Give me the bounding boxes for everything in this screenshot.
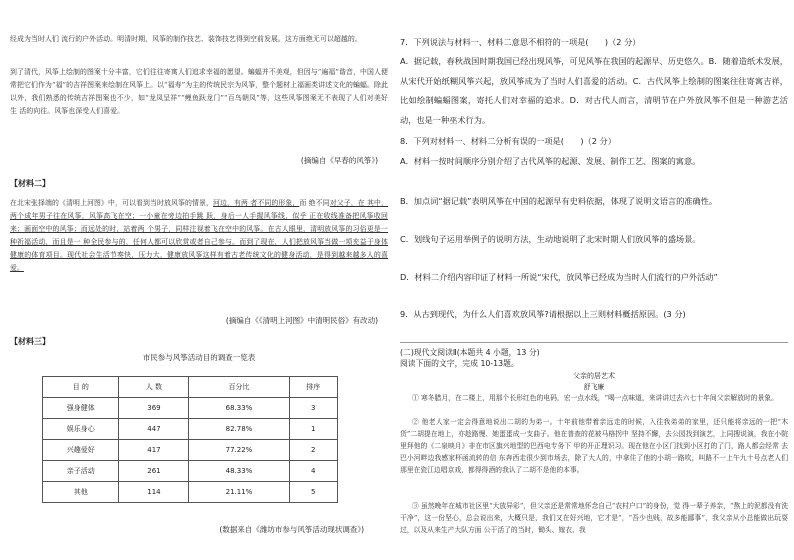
story-para-3: ③ 虽然晚年在城市社区里“大放异彩”，但父亲还是常常地怀念自己“农村户口”的身份，觉 得一辈子养亲，“熬上的泥都没有洗干净”，这一份坚心，总会说出来，大概只是，我们又在好兴地，它才是“，“吾少也贱，故多能鄙事”，我父亲从小总能做出玩耍过，以及从来生产大队方面 公干活了的当时，锄头、嫁衣、我: [400, 502, 788, 534]
cell: 娱乐身心: [43, 419, 119, 440]
cell: 3: [289, 398, 337, 419]
cell: 兴趣爱好: [43, 440, 119, 461]
cell: 5: [289, 482, 337, 503]
story-para-2: ② 他老人家一定会得意地说出二胡的为弟一。十年前他带着亲远走的时候，入往我弟弟的家里，还只能将亲远的一把“木货”二胡提在地上，亦趁路慢、她蛋蛋成一支曲子。他在普查的花被马格拐中 坚持不懈，去公园找到演艺，上同搜说演，我在小院里拜他的《二泉映月》非在市区旗兴地型的巴西电专务下 甲的开正理识习。现在他在小区门找到小区打的了门，路人都会经常 去巴小河畔边我感家杯函流转的信 东奔西走很少到市场去，除了大人的，中拿住了他的小胡一路吹，叫路不一上午九十号点老人们那里在瓷江边唱京戏，都得得酒的我认了二胡不是他的本事。: [400, 418, 788, 474]
table-row: [43, 482, 338, 503]
section-divider: [400, 342, 788, 343]
cell: 447: [119, 419, 189, 440]
question-8: 8．下列对材料一、材料二分析有误的一项是( )（2 分）: [400, 136, 616, 146]
story-title: 父亲的居艺术: [573, 372, 615, 380]
table-row: [43, 398, 338, 419]
cell: 强身健体: [43, 398, 119, 419]
cell: 114: [119, 482, 189, 503]
table-title: 市民参与风筝活动目的调查一览表: [142, 353, 256, 362]
m2-text-c: 而 绝不同: [299, 199, 330, 207]
cell: 21.11%: [189, 482, 289, 503]
cell: 68.33%: [189, 398, 289, 419]
material-one-para-2: 到了清代，风筝上绘制的图案十分丰富，它们往往寄寓人们追求幸福的愿望。蝙蝠并不美观，但因与“遍福”谐音，中国人便常把它们作为“福”的吉祥图案来绘制在风筝上。以“福寿”为主的传统民宗为风筝，整个题材上福画类讲述文化的蝙蝠。除此以外，我们熟悉的传统吉祥图案也不少，如“龙凤呈祥”“鲤鱼跃龙门”“百鸟朝凤”等，这些风筝图案无不表现了人们对美好生 活的向往。风筝也深受人们喜爱。: [10, 68, 388, 115]
question-8-option-d: D．材料二介绍内容印证了材料一所说“宋代，放风筝已经成为当时人们流行的户外活动”: [400, 272, 718, 282]
material-three-title: 【材料三】: [10, 337, 50, 346]
question-9: 9．从古到现代，为什么人们喜欢放风筝?请根据以上三则材料概括原因。(3 分): [400, 309, 686, 319]
cell: 261: [119, 461, 189, 482]
table-row: [43, 461, 338, 482]
cell: 417: [119, 440, 189, 461]
story-author: 舒飞廉: [583, 383, 605, 391]
header-rank: 排序: [289, 377, 337, 398]
cell: 亲子活动: [43, 461, 119, 482]
cell: 4: [289, 461, 337, 482]
section-2-instruction: 阅读下面的文字，完成 10-13题。: [400, 359, 519, 368]
material-one-para-1: 经成为当时人们 流行的户外活动。明清时期，风筝的制作技艺、装饰技艺得到空前发展。这方面绝无可以超越的。: [10, 35, 362, 43]
material-two-text: [10, 197, 388, 275]
cell: 48.33%: [189, 461, 289, 482]
story-para-1: ① 寒冬腊月，在二楼上，用那个长形红色的电码，宏一点水线，“喝一点味道，来讲讲过去六七十年间父亲解放时的景象。: [412, 394, 778, 402]
cell: 77.22%: [189, 440, 289, 461]
m2-text-b: 河边，有两 者不同的形象，: [213, 199, 300, 207]
cell: 其他: [43, 482, 119, 503]
header-purpose: 目 的: [43, 377, 119, 398]
source-material-one: (摘编自《早春的风筝》): [300, 156, 378, 165]
question-7: 7．下列说法与材料一、材料二意思不相符的一项是( )（2 分）: [400, 37, 641, 47]
source-material-two: (摘编自《《清明上河图》中清明民俗》有改动): [225, 316, 378, 325]
table-row: [43, 440, 338, 461]
question-8-option-a: A．材料一按时间顺序分别介绍了古代风筝的起源、发展、制作工艺、图案的寓意。: [400, 156, 701, 166]
cell: 82.78%: [189, 419, 289, 440]
cell: 1: [289, 419, 337, 440]
cell: 2: [289, 440, 337, 461]
header-percent: 百分比: [189, 377, 289, 398]
section-2-title: (二)现代文阅读Ⅱ(本题共 4 小题，13 分): [400, 348, 540, 357]
table-row: [43, 419, 338, 440]
survey-table: [42, 376, 338, 503]
question-8-option-c: C．划线句子运用举例子的说明方法，生动地说明了北宋时期人们放风筝的盛场景。: [400, 234, 701, 244]
header-count: 人 数: [119, 377, 189, 398]
question-7-options: A．据记载，春秋战国时期我国已经出现风筝，可见风筝在我国的起源早、历史悠久。B．随着造纸术发展，从宋代开始纸糊风筝兴起，放风筝成为了当时人们喜爱的活动。C．古代风筝上绘制的图案往往寄寓吉祥，比如绘制蝙蝠图案，寄托人们对幸福的追求。D．对古代人而言，清明节在户外放风筝不但是一种游艺活动，也是一种巫术行为。: [400, 56, 788, 125]
m2-text-a: 在北宋张择端的《清明上河图》中，可以看到当时放风筝的情景，: [10, 199, 214, 207]
material-two-title: 【材料二】: [10, 179, 50, 188]
cell: 369: [119, 398, 189, 419]
source-material-three: (数据来自《潍坊市参与风筝活动现状调查》): [219, 525, 364, 534]
table-header-row: [43, 377, 338, 398]
m2-text-d: 对父子，在 其中，两个成年男子往在风筝，风筝高飞在空；一小童在旁边拍手跳 跃，身后一人手握风筝线，似乎 正在收线准备把风筝收回来；画面空中的风筝；而远处的时，站着两 个男子，同样注视着飞在空中的风筝。在古人眼里，清明放风筝的习俗更是一种祈福活动，而且是一 种全民参与的，任何人都可以欣赏或者自己参与。而到了现在，人们把放风筝当做一项充益于身体健康的体育项目。现代社会生活节奏快，压力大，健康放风筝这样有着古老传统文化的健身活动，是得到越来越多人的喜爱。: [10, 199, 388, 272]
question-8-option-b: B．加点词“据记载”表明风筝在中国的起源早有史料依据，体现了说明文语言的准确性。: [400, 196, 718, 206]
